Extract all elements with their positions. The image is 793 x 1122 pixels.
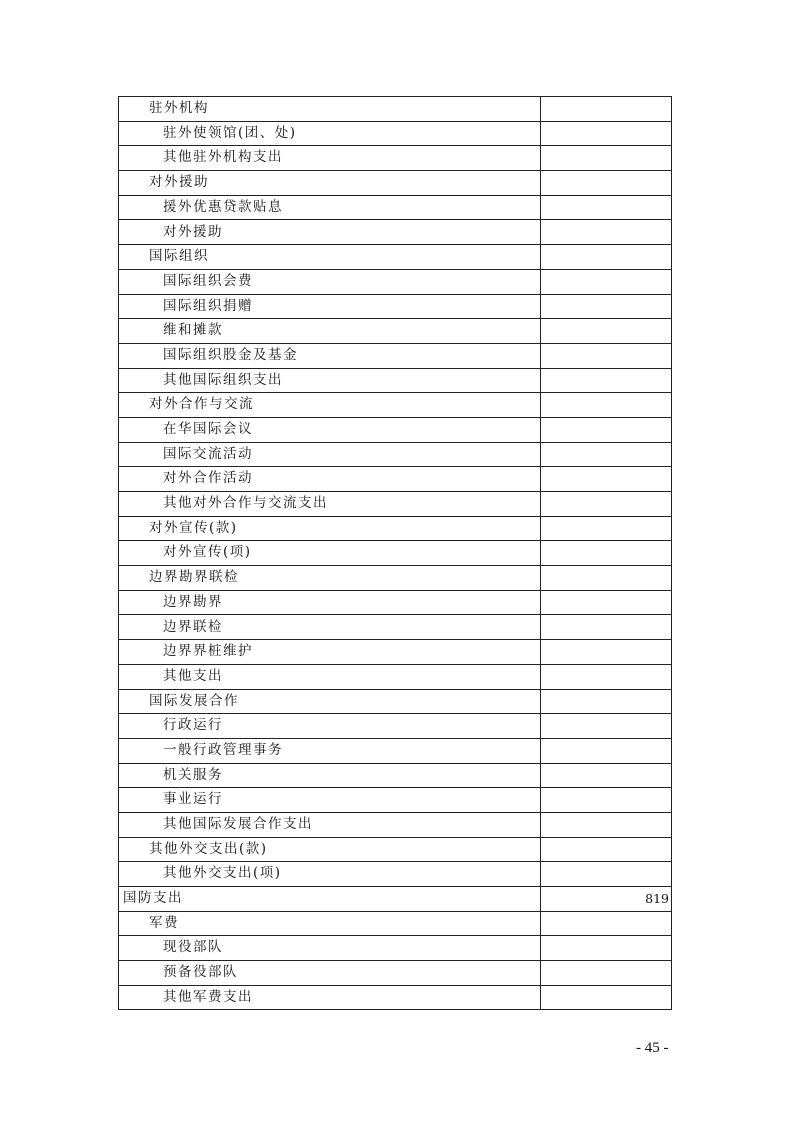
row-label: 其他支出 (119, 664, 541, 689)
table-row (119, 319, 672, 344)
row-label: 一般行政管理事务 (119, 738, 541, 763)
row-label: 边界界桩维护 (119, 640, 541, 665)
row-label: 其他军费支出 (119, 985, 541, 1010)
table-row (119, 936, 672, 961)
row-label: 其他外交支出(款) (119, 837, 541, 862)
table-row (119, 640, 672, 665)
table-row (119, 862, 672, 887)
table-row (119, 961, 672, 986)
row-label: 国际组织会费 (119, 269, 541, 294)
row-label: 事业运行 (119, 788, 541, 813)
row-value (541, 788, 672, 813)
row-value (541, 220, 672, 245)
row-label: 援外优惠贷款贴息 (119, 195, 541, 220)
row-value (541, 294, 672, 319)
table-row (119, 516, 672, 541)
row-label: 在华国际会议 (119, 417, 541, 442)
row-label: 其他对外合作与交流支出 (119, 492, 541, 517)
row-label: 行政运行 (119, 714, 541, 739)
row-value (541, 985, 672, 1010)
table-row (119, 788, 672, 813)
table-row (119, 738, 672, 763)
row-label: 边界勘界联检 (119, 566, 541, 591)
row-label: 现役部队 (119, 936, 541, 961)
table-row (119, 393, 672, 418)
table-row (119, 492, 672, 517)
table-row (119, 121, 672, 146)
row-label: 国际发展合作 (119, 689, 541, 714)
row-value (541, 566, 672, 591)
table-row (119, 368, 672, 393)
row-label: 国际组织股金及基金 (119, 343, 541, 368)
row-label: 对外合作与交流 (119, 393, 541, 418)
row-value (541, 195, 672, 220)
row-value (541, 689, 672, 714)
row-label: 军费 (119, 911, 541, 936)
row-label: 对外合作活动 (119, 467, 541, 492)
table-row (119, 97, 672, 122)
row-value (541, 146, 672, 171)
table-row (119, 887, 672, 912)
row-value (541, 171, 672, 196)
table-row (119, 467, 672, 492)
table-row (119, 664, 672, 689)
table-row (119, 911, 672, 936)
row-value (541, 714, 672, 739)
row-value (541, 393, 672, 418)
row-label: 边界勘界 (119, 590, 541, 615)
row-label: 其他驻外机构支出 (119, 146, 541, 171)
table-row (119, 763, 672, 788)
row-label: 其他外交支出(项) (119, 862, 541, 887)
row-value (541, 837, 672, 862)
row-label: 对外宣传(款) (119, 516, 541, 541)
row-label: 对外援助 (119, 220, 541, 245)
table-row (119, 245, 672, 270)
row-value (541, 862, 672, 887)
table-row (119, 985, 672, 1010)
row-label: 其他国际发展合作支出 (119, 812, 541, 837)
row-value (541, 763, 672, 788)
table-row (119, 615, 672, 640)
row-label: 驻外使领馆(团、处) (119, 121, 541, 146)
row-label: 驻外机构 (119, 97, 541, 122)
page-number: - 45 - (636, 1040, 669, 1056)
table-row (119, 146, 672, 171)
row-value: 819 (541, 887, 672, 912)
row-label: 对外援助 (119, 171, 541, 196)
table-row (119, 590, 672, 615)
row-label: 对外宣传(项) (119, 541, 541, 566)
expenditure-table (118, 96, 672, 1010)
table-row (119, 269, 672, 294)
row-value (541, 812, 672, 837)
row-value (541, 269, 672, 294)
table-row (119, 442, 672, 467)
row-value (541, 516, 672, 541)
row-value (541, 590, 672, 615)
row-label: 国际组织捐赠 (119, 294, 541, 319)
row-value (541, 442, 672, 467)
table-row (119, 689, 672, 714)
row-value (541, 121, 672, 146)
row-label: 机关服务 (119, 763, 541, 788)
row-value (541, 936, 672, 961)
table-row (119, 714, 672, 739)
row-value (541, 343, 672, 368)
table-row (119, 417, 672, 442)
table-row (119, 195, 672, 220)
row-label: 边界联检 (119, 615, 541, 640)
row-value (541, 961, 672, 986)
table-row (119, 294, 672, 319)
row-value (541, 368, 672, 393)
expenditure-table-body (119, 97, 672, 1010)
row-value (541, 319, 672, 344)
row-value (541, 615, 672, 640)
row-label: 国际交流活动 (119, 442, 541, 467)
table-row (119, 837, 672, 862)
table-row (119, 171, 672, 196)
table-row (119, 343, 672, 368)
row-label: 预备役部队 (119, 961, 541, 986)
row-value (541, 911, 672, 936)
row-value (541, 417, 672, 442)
row-value (541, 245, 672, 270)
row-value (541, 640, 672, 665)
row-value (541, 738, 672, 763)
row-label: 其他国际组织支出 (119, 368, 541, 393)
table-row (119, 566, 672, 591)
row-label: 国防支出 (119, 887, 541, 912)
table-row (119, 220, 672, 245)
row-value (541, 664, 672, 689)
table-row (119, 541, 672, 566)
row-value (541, 492, 672, 517)
row-value (541, 467, 672, 492)
table-row (119, 812, 672, 837)
row-value (541, 541, 672, 566)
row-value (541, 97, 672, 122)
row-label: 国际组织 (119, 245, 541, 270)
row-label: 维和摊款 (119, 319, 541, 344)
